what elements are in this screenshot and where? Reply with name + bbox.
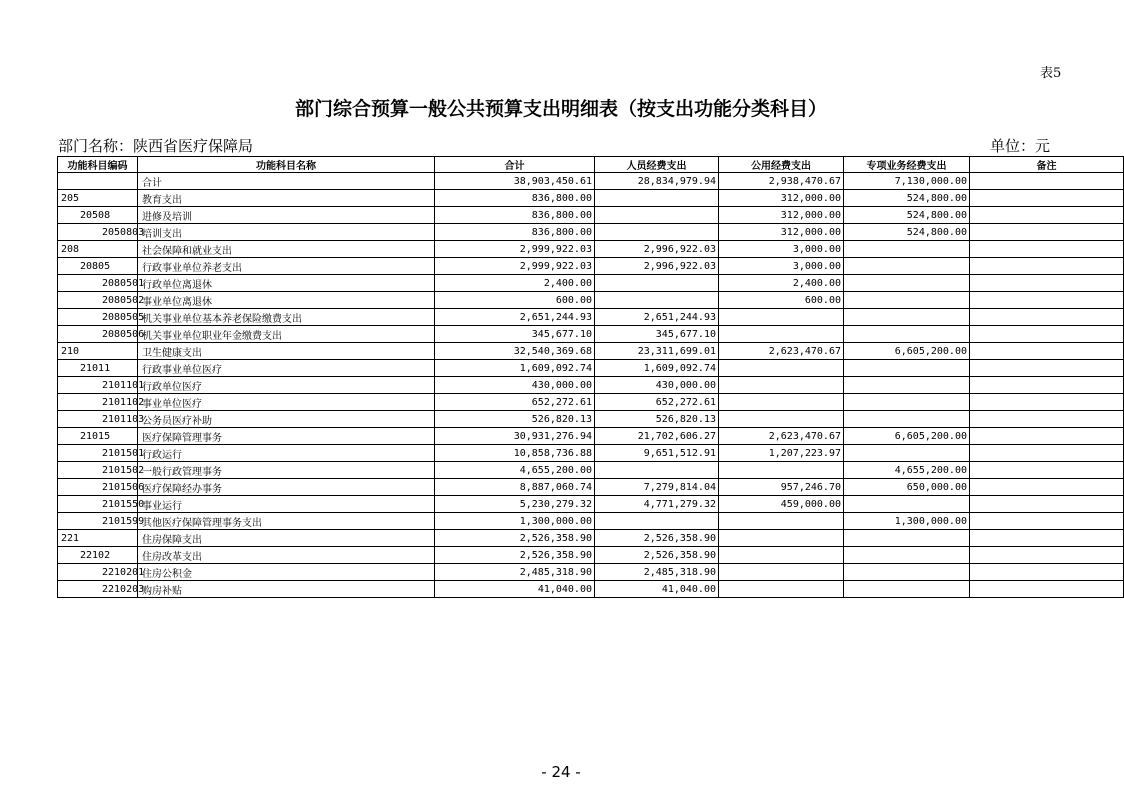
note-cell bbox=[970, 530, 1124, 547]
table-row bbox=[58, 377, 1124, 394]
currency-unit: 单位：元 bbox=[990, 137, 1051, 155]
public-cell: 459,000.00 bbox=[719, 496, 844, 513]
code-cell: 20508 bbox=[58, 207, 138, 224]
table-row bbox=[58, 207, 1124, 224]
total-cell: 30,931,276.94 bbox=[435, 428, 595, 445]
personnel-cell bbox=[595, 462, 719, 479]
special-cell bbox=[844, 581, 970, 598]
special-cell: 524,800.00 bbox=[844, 207, 970, 224]
code-cell: 2101102 bbox=[58, 394, 138, 411]
public-cell: 3,000.00 bbox=[719, 241, 844, 258]
personnel-cell: 2,526,358.90 bbox=[595, 530, 719, 547]
total-cell: 2,999,922.03 bbox=[435, 241, 595, 258]
total-cell: 2,526,358.90 bbox=[435, 530, 595, 547]
note-cell bbox=[970, 224, 1124, 241]
note-cell bbox=[970, 309, 1124, 326]
code-cell: 2210201 bbox=[58, 564, 138, 581]
public-cell: 2,623,470.67 bbox=[719, 428, 844, 445]
total-cell: 41,040.00 bbox=[435, 581, 595, 598]
personnel-cell: 2,651,244.93 bbox=[595, 309, 719, 326]
table-body bbox=[58, 173, 1124, 598]
special-cell bbox=[844, 445, 970, 462]
code-cell: 2080501 bbox=[58, 275, 138, 292]
personnel-cell bbox=[595, 207, 719, 224]
total-cell: 38,903,450.61 bbox=[435, 173, 595, 190]
personnel-cell: 28,834,979.94 bbox=[595, 173, 719, 190]
total-cell: 652,272.61 bbox=[435, 394, 595, 411]
name-cell: 卫生健康支出 bbox=[138, 343, 435, 360]
personnel-cell bbox=[595, 513, 719, 530]
special-cell: 650,000.00 bbox=[844, 479, 970, 496]
note-cell bbox=[970, 547, 1124, 564]
personnel-cell: 41,040.00 bbox=[595, 581, 719, 598]
table-row bbox=[58, 292, 1124, 309]
name-cell: 行政单位离退休 bbox=[138, 275, 435, 292]
code-cell: 20805 bbox=[58, 258, 138, 275]
header-personnel: 人员经费支出 bbox=[595, 157, 719, 173]
note-cell bbox=[970, 394, 1124, 411]
note-cell bbox=[970, 258, 1124, 275]
special-cell: 524,800.00 bbox=[844, 224, 970, 241]
special-cell: 6,605,200.00 bbox=[844, 428, 970, 445]
code-cell: 22102 bbox=[58, 547, 138, 564]
table-header-row bbox=[58, 157, 1124, 173]
note-cell bbox=[970, 360, 1124, 377]
note-cell bbox=[970, 173, 1124, 190]
personnel-cell bbox=[595, 275, 719, 292]
table-row bbox=[58, 224, 1124, 241]
special-cell bbox=[844, 394, 970, 411]
table-row bbox=[58, 479, 1124, 496]
public-cell: 957,246.70 bbox=[719, 479, 844, 496]
name-cell: 购房补贴 bbox=[138, 581, 435, 598]
personnel-cell: 2,526,358.90 bbox=[595, 547, 719, 564]
code-cell: 221 bbox=[58, 530, 138, 547]
personnel-cell: 652,272.61 bbox=[595, 394, 719, 411]
personnel-cell: 345,677.10 bbox=[595, 326, 719, 343]
note-cell bbox=[970, 513, 1124, 530]
personnel-cell: 23,311,699.01 bbox=[595, 343, 719, 360]
total-cell: 32,540,369.68 bbox=[435, 343, 595, 360]
code-cell: 21015 bbox=[58, 428, 138, 445]
name-cell: 医疗保障经办事务 bbox=[138, 479, 435, 496]
public-cell bbox=[719, 547, 844, 564]
code-cell: 21011 bbox=[58, 360, 138, 377]
special-cell: 524,800.00 bbox=[844, 190, 970, 207]
note-cell bbox=[970, 326, 1124, 343]
total-cell: 8,887,060.74 bbox=[435, 479, 595, 496]
personnel-cell: 2,996,922.03 bbox=[595, 258, 719, 275]
code-cell: 2101502 bbox=[58, 462, 138, 479]
public-cell bbox=[719, 377, 844, 394]
special-cell bbox=[844, 547, 970, 564]
table-row bbox=[58, 258, 1124, 275]
note-cell bbox=[970, 207, 1124, 224]
table-row bbox=[58, 530, 1124, 547]
name-cell: 进修及培训 bbox=[138, 207, 435, 224]
personnel-cell: 4,771,279.32 bbox=[595, 496, 719, 513]
public-cell: 3,000.00 bbox=[719, 258, 844, 275]
note-cell bbox=[970, 190, 1124, 207]
table-row bbox=[58, 360, 1124, 377]
total-cell: 526,820.13 bbox=[435, 411, 595, 428]
code-cell: 2101501 bbox=[58, 445, 138, 462]
public-cell: 2,400.00 bbox=[719, 275, 844, 292]
table-row bbox=[58, 462, 1124, 479]
name-cell: 行政事业单位医疗 bbox=[138, 360, 435, 377]
name-cell: 机关事业单位基本养老保险缴费支出 bbox=[138, 309, 435, 326]
public-cell bbox=[719, 462, 844, 479]
note-cell bbox=[970, 462, 1124, 479]
table-row bbox=[58, 564, 1124, 581]
personnel-cell: 2,485,318.90 bbox=[595, 564, 719, 581]
public-cell: 1,207,223.97 bbox=[719, 445, 844, 462]
public-cell bbox=[719, 394, 844, 411]
department-name: 部门名称：陕西省医疗保障局 bbox=[58, 137, 254, 155]
special-cell bbox=[844, 241, 970, 258]
total-cell: 2,999,922.03 bbox=[435, 258, 595, 275]
name-cell: 机关事业单位职业年金缴费支出 bbox=[138, 326, 435, 343]
header-code: 功能科目编码 bbox=[58, 157, 138, 173]
name-cell: 事业单位离退休 bbox=[138, 292, 435, 309]
special-cell bbox=[844, 530, 970, 547]
note-cell bbox=[970, 564, 1124, 581]
public-cell bbox=[719, 411, 844, 428]
total-cell: 4,655,200.00 bbox=[435, 462, 595, 479]
public-cell bbox=[719, 530, 844, 547]
table-row bbox=[58, 241, 1124, 258]
name-cell: 事业单位医疗 bbox=[138, 394, 435, 411]
special-cell bbox=[844, 496, 970, 513]
code-cell: 205 bbox=[58, 190, 138, 207]
total-cell: 2,526,358.90 bbox=[435, 547, 595, 564]
total-cell: 2,651,244.93 bbox=[435, 309, 595, 326]
total-cell: 345,677.10 bbox=[435, 326, 595, 343]
note-cell bbox=[970, 411, 1124, 428]
table-row bbox=[58, 326, 1124, 343]
table-row bbox=[58, 547, 1124, 564]
total-cell: 1,609,092.74 bbox=[435, 360, 595, 377]
code-cell: 2080502 bbox=[58, 292, 138, 309]
special-cell bbox=[844, 275, 970, 292]
code-cell: 2101599 bbox=[58, 513, 138, 530]
code-cell: 2101550 bbox=[58, 496, 138, 513]
code-cell: 2080505 bbox=[58, 309, 138, 326]
public-cell bbox=[719, 581, 844, 598]
total-cell: 600.00 bbox=[435, 292, 595, 309]
note-cell bbox=[970, 428, 1124, 445]
special-cell: 1,300,000.00 bbox=[844, 513, 970, 530]
personnel-cell: 1,609,092.74 bbox=[595, 360, 719, 377]
code-cell: 210 bbox=[58, 343, 138, 360]
table-row bbox=[58, 190, 1124, 207]
personnel-cell: 526,820.13 bbox=[595, 411, 719, 428]
public-cell: 600.00 bbox=[719, 292, 844, 309]
name-cell: 社会保障和就业支出 bbox=[138, 241, 435, 258]
note-cell bbox=[970, 377, 1124, 394]
name-cell: 公务员医疗补助 bbox=[138, 411, 435, 428]
personnel-cell bbox=[595, 190, 719, 207]
total-cell: 2,485,318.90 bbox=[435, 564, 595, 581]
table-row bbox=[58, 428, 1124, 445]
public-cell: 2,623,470.67 bbox=[719, 343, 844, 360]
note-cell bbox=[970, 496, 1124, 513]
personnel-cell bbox=[595, 224, 719, 241]
name-cell: 行政事业单位养老支出 bbox=[138, 258, 435, 275]
table-row bbox=[58, 513, 1124, 530]
code-cell: 2080506 bbox=[58, 326, 138, 343]
code-cell: 208 bbox=[58, 241, 138, 258]
document-title: 部门综合预算一般公共预算支出明细表（按支出功能分类科目） bbox=[294, 98, 827, 120]
header-special: 专项业务经费支出 bbox=[844, 157, 970, 173]
special-cell bbox=[844, 309, 970, 326]
table-row bbox=[58, 309, 1124, 326]
public-cell bbox=[719, 309, 844, 326]
total-cell: 836,800.00 bbox=[435, 190, 595, 207]
code-cell bbox=[58, 173, 138, 190]
table-row bbox=[58, 343, 1124, 360]
total-cell: 5,230,279.32 bbox=[435, 496, 595, 513]
personnel-cell bbox=[595, 292, 719, 309]
table-row bbox=[58, 445, 1124, 462]
name-cell: 一般行政管理事务 bbox=[138, 462, 435, 479]
total-cell: 430,000.00 bbox=[435, 377, 595, 394]
name-cell: 住房改革支出 bbox=[138, 547, 435, 564]
public-cell bbox=[719, 360, 844, 377]
table-row bbox=[58, 275, 1124, 292]
name-cell: 事业运行 bbox=[138, 496, 435, 513]
code-cell: 2050803 bbox=[58, 224, 138, 241]
special-cell: 6,605,200.00 bbox=[844, 343, 970, 360]
total-cell: 1,300,000.00 bbox=[435, 513, 595, 530]
total-cell: 2,400.00 bbox=[435, 275, 595, 292]
public-cell: 2,938,470.67 bbox=[719, 173, 844, 190]
table-row bbox=[58, 411, 1124, 428]
name-cell: 行政单位医疗 bbox=[138, 377, 435, 394]
total-cell: 836,800.00 bbox=[435, 207, 595, 224]
table-number-label: 表5 bbox=[1040, 66, 1062, 81]
header-name: 功能科目名称 bbox=[138, 157, 435, 173]
code-cell: 2210203 bbox=[58, 581, 138, 598]
name-cell: 教育支出 bbox=[138, 190, 435, 207]
special-cell: 7,130,000.00 bbox=[844, 173, 970, 190]
personnel-cell: 7,279,814.04 bbox=[595, 479, 719, 496]
public-cell: 312,000.00 bbox=[719, 224, 844, 241]
name-cell: 行政运行 bbox=[138, 445, 435, 462]
code-cell: 2101506 bbox=[58, 479, 138, 496]
special-cell bbox=[844, 326, 970, 343]
name-cell: 其他医疗保障管理事务支出 bbox=[138, 513, 435, 530]
name-cell: 培训支出 bbox=[138, 224, 435, 241]
name-cell: 住房公积金 bbox=[138, 564, 435, 581]
special-cell bbox=[844, 564, 970, 581]
table-row bbox=[58, 173, 1124, 190]
special-cell bbox=[844, 360, 970, 377]
public-cell: 312,000.00 bbox=[719, 190, 844, 207]
public-cell bbox=[719, 564, 844, 581]
note-cell bbox=[970, 275, 1124, 292]
note-cell bbox=[970, 581, 1124, 598]
page-number: - 24 - bbox=[541, 763, 581, 781]
note-cell bbox=[970, 241, 1124, 258]
personnel-cell: 9,651,512.91 bbox=[595, 445, 719, 462]
special-cell bbox=[844, 411, 970, 428]
table-row bbox=[58, 394, 1124, 411]
header-public: 公用经费支出 bbox=[719, 157, 844, 173]
personnel-cell: 21,702,606.27 bbox=[595, 428, 719, 445]
table-row bbox=[58, 496, 1124, 513]
total-cell: 836,800.00 bbox=[435, 224, 595, 241]
table-row bbox=[58, 581, 1124, 598]
special-cell bbox=[844, 292, 970, 309]
public-cell bbox=[719, 326, 844, 343]
note-cell bbox=[970, 292, 1124, 309]
name-cell: 合计 bbox=[138, 173, 435, 190]
name-cell: 医疗保障管理事务 bbox=[138, 428, 435, 445]
code-cell: 2101103 bbox=[58, 411, 138, 428]
special-cell: 4,655,200.00 bbox=[844, 462, 970, 479]
public-cell bbox=[719, 513, 844, 530]
public-cell: 312,000.00 bbox=[719, 207, 844, 224]
header-note: 备注 bbox=[970, 157, 1124, 173]
personnel-cell: 2,996,922.03 bbox=[595, 241, 719, 258]
note-cell bbox=[970, 445, 1124, 462]
total-cell: 10,858,736.88 bbox=[435, 445, 595, 462]
note-cell bbox=[970, 479, 1124, 496]
name-cell: 住房保障支出 bbox=[138, 530, 435, 547]
special-cell bbox=[844, 377, 970, 394]
budget-table bbox=[57, 156, 1124, 598]
note-cell bbox=[970, 343, 1124, 360]
header-total: 合计 bbox=[435, 157, 595, 173]
code-cell: 2101101 bbox=[58, 377, 138, 394]
personnel-cell: 430,000.00 bbox=[595, 377, 719, 394]
special-cell bbox=[844, 258, 970, 275]
